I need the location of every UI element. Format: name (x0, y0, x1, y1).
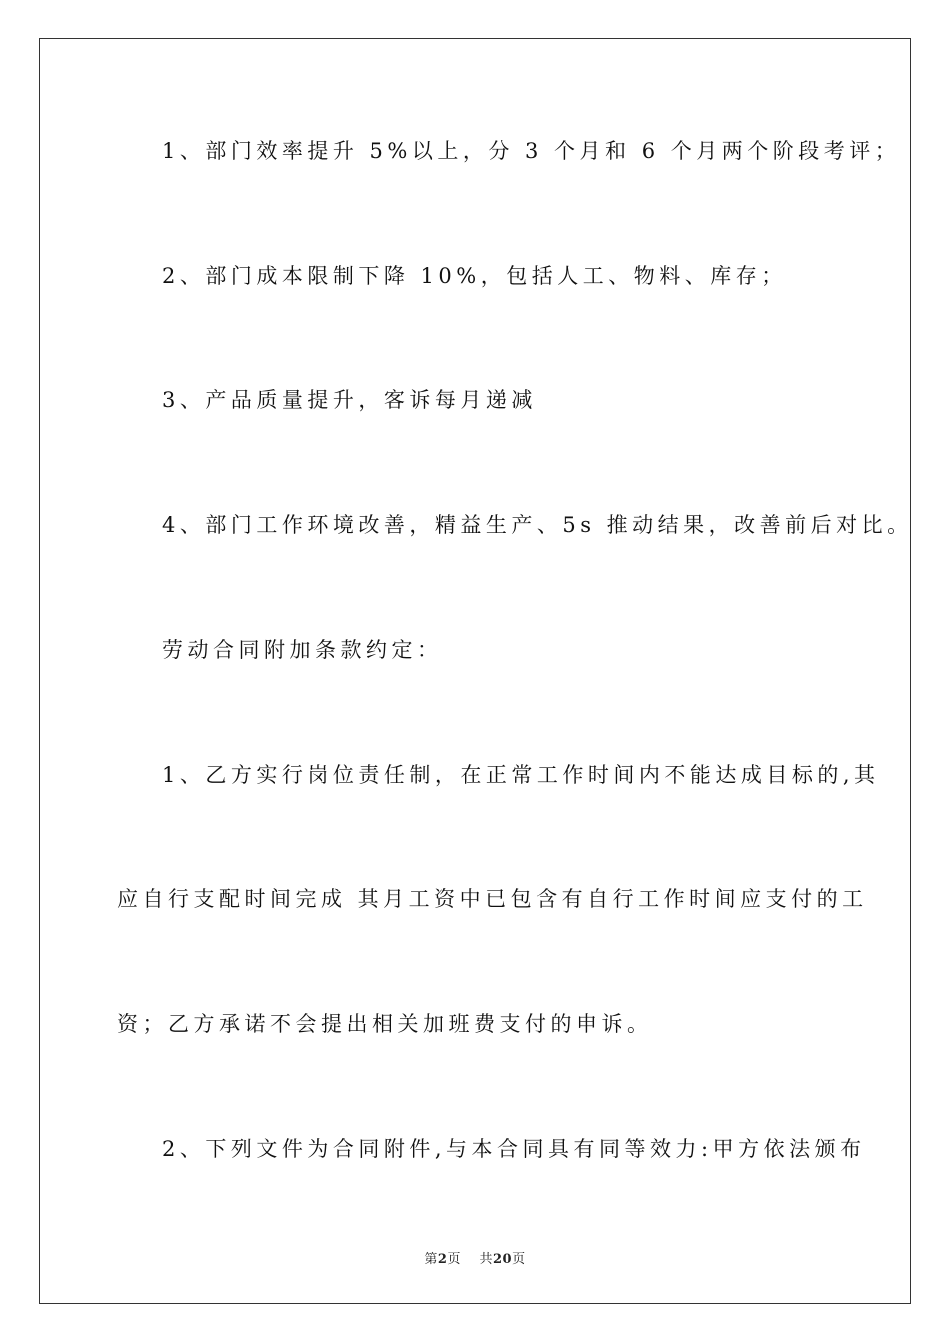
paragraph-line-goal-3: 3、产品质量提升，客诉每月递减 (162, 388, 537, 412)
page-border (39, 38, 911, 1304)
footer-page-prefix: 第 (424, 1252, 438, 1267)
page-footer (0, 1248, 950, 1267)
footer-total-pages: 20 (493, 1252, 513, 1267)
paragraph-line-goal-1: 1、部门效率提升 5%以上，分 3 个月和 6 个月两个阶段考评； (162, 139, 901, 163)
footer-page-suffix: 页 (447, 1252, 461, 1267)
paragraph-line-goal-2: 2、部门成本限制下降 10%，包括人工、物料、库存； (162, 264, 787, 288)
footer-total-prefix: 共 (479, 1252, 493, 1267)
paragraph-line-clause-1b: 应自行支配时间完成 其月工资中已包含有自行工作时间应支付的工 (117, 887, 868, 911)
paragraph-line-clause-1a: 1、乙方实行岗位责任制，在正常工作时间内不能达成目标的,其 (162, 763, 880, 787)
paragraph-line-goal-4: 4、部门工作环境改善，精益生产、5s 推动结果，改善前后对比。 (162, 513, 913, 537)
section-heading: 劳动合同附加条款约定： (162, 638, 443, 662)
paragraph-line-clause-2: 2、下列文件为合同附件,与本合同具有同等效力:甲方依法颁布 (162, 1137, 866, 1161)
paragraph-line-clause-1c: 资；乙方承诺不会提出相关加班费支付的申诉。 (117, 1012, 653, 1036)
footer-total-suffix: 页 (512, 1252, 526, 1267)
footer-page-number: 2 (437, 1252, 448, 1267)
